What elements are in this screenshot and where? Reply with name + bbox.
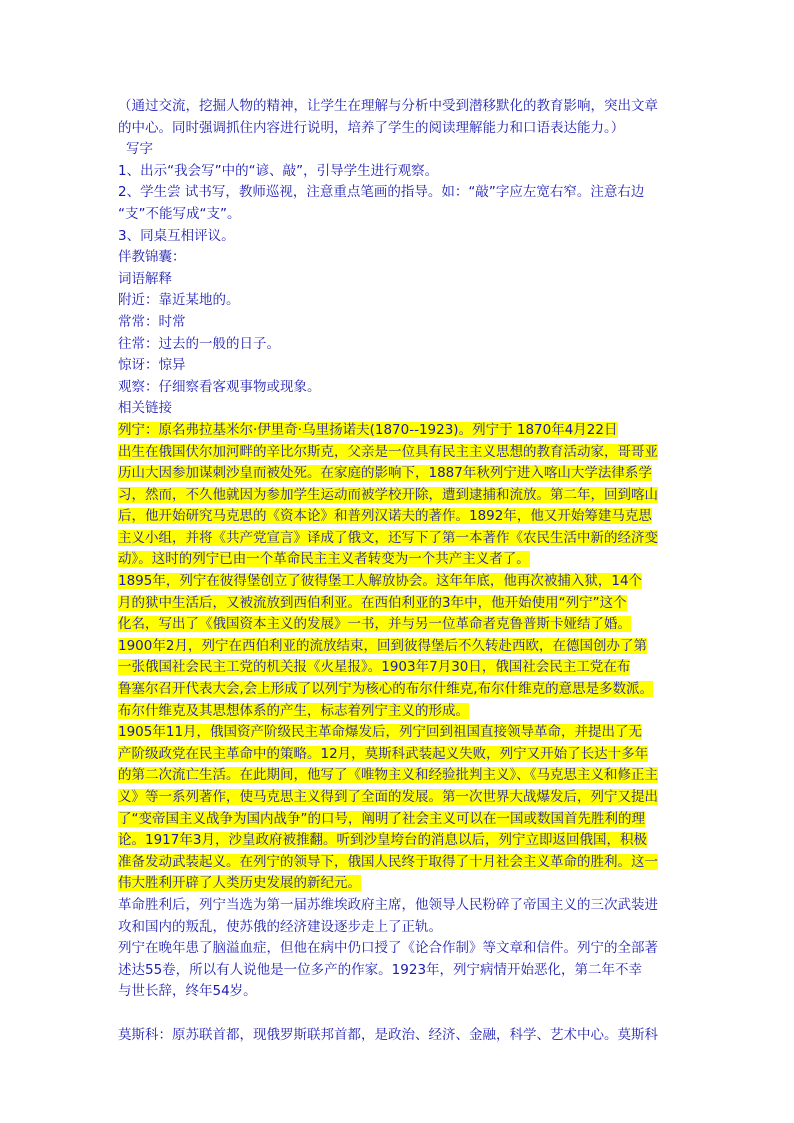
line-text: 月的狱中生活后，又被流放到西伯利亚。在西伯利亚的3年中，他开始使用“列宁”这个	[118, 594, 627, 611]
line-text: 一张俄国社会民主工党的机关报《火星报》。1903年7月30日，俄国社会民主工党在布	[118, 659, 631, 676]
line-text: 习，然而，不久他就因为参加学生运动而被学校开除，遭到逮捕和流放。第二年，回到喀山	[118, 486, 658, 503]
line-text: 的中心。同时强调抓住内容进行说明，培养了学生的阅读理解能力和口语表达能力。）	[118, 119, 625, 136]
line-text: 词语解释	[118, 270, 172, 287]
text-line	[118, 528, 678, 550]
line-text: （通过交流，挖掘人物的精神，让学生在理解与分析中受到潜移默化的教育影响，突出文章	[118, 98, 658, 114]
line-text: 后，他开始研究马克思的《资本论》和普列汉诺夫的著作。1892年，他又开始筹建马克思	[118, 508, 652, 525]
text-line	[118, 182, 678, 204]
text-line	[118, 226, 678, 248]
line-text: 论。1917年3月，沙皇政府被推翻。听到沙皇垮台的消息以后，列宁立即返回俄国，积极	[118, 832, 647, 849]
text-line	[118, 485, 678, 507]
text-line	[118, 852, 678, 874]
text-line	[118, 463, 678, 485]
text-line	[118, 312, 678, 334]
text-line	[118, 593, 678, 615]
line-text: 准备发动武装起义。在列宁的领导下，俄国人民终于取得了十月社会主义革命的胜利。这一	[118, 853, 658, 870]
line-text: 附近：靠近某地的。	[118, 292, 240, 309]
text-line	[118, 873, 678, 895]
text-line	[118, 744, 678, 766]
text-line	[118, 247, 678, 269]
text-line	[118, 377, 678, 399]
text-line	[118, 139, 678, 161]
line-text: 攻和国内的叛乱，使苏俄的经济建设逐步走上了正轨。	[118, 918, 442, 935]
text-line	[118, 549, 678, 571]
line-text: 惊讶：惊异	[118, 357, 186, 374]
line-text: 革命胜利后，列宁当选为第一届苏维埃政府主席，他领导人民粉碎了帝国主义的三次武装进	[118, 896, 658, 913]
text-line	[118, 895, 678, 917]
text-line	[118, 981, 678, 1003]
line-text: 伟大胜利开辟了人类历史发展的新纪元。	[118, 875, 361, 892]
line-text: 伴教锦囊：	[118, 249, 186, 266]
text-line	[118, 290, 678, 312]
line-text: 常常：时常	[118, 313, 186, 330]
text-line	[118, 809, 678, 831]
text-line	[118, 334, 678, 356]
text-line	[118, 118, 678, 140]
line-text: 1900年2月，列宁在西伯利亚的流放结束，回到彼得堡后不久转赴西欧，在德国创办了第	[118, 637, 647, 654]
blank-line	[118, 1003, 678, 1025]
line-text: 3、同桌互相评议。	[118, 227, 235, 244]
text-line	[118, 1025, 678, 1047]
line-text: 往常：过去的一般的日子。	[118, 335, 280, 352]
line-text: 1905年11月，俄国资产阶级民主革命爆发后，列宁回到祖国直接领导革命，并提出了无	[118, 724, 643, 741]
line-text: 莫斯科：原苏联首都，现俄罗斯联邦首都，是政治、经济、金融，科学、艺术中心。莫斯科	[118, 1026, 658, 1043]
document-body	[118, 96, 678, 1046]
line-text: 1、出示“我会写”中的“谚、敲”，引导学生进行观察。	[118, 162, 439, 179]
line-text: 观察：仔细察看客观事物或现象。	[118, 378, 321, 395]
text-line	[118, 269, 678, 291]
line-text: 列宁：原名弗拉基米尔·伊里奇·乌里扬诺夫(1870--1923)。列宁于 1870年4月22日	[118, 421, 618, 438]
text-line	[118, 161, 678, 183]
text-line	[118, 420, 678, 442]
text-line	[118, 398, 678, 420]
line-text: 化名，写出了《俄国资本主义的发展》一书，并与另一位革命者克鲁普斯卡娅结了婚。	[118, 616, 631, 633]
text-line	[118, 722, 678, 744]
line-text: 列宁在晚年患了脑溢血症，但他在病中仍口授了《论合作制》等文章和信件。列宁的全部著	[118, 940, 658, 957]
line-text: 与世长辞，终年54岁。	[118, 983, 257, 1000]
line-text: 2、学生尝 试书写，教师巡视，注意重点笔画的指导。如：“敲”字应左宽右窄。注意右边	[118, 184, 645, 201]
line-text: 鲁塞尔召开代表大会,会上形成了以列宁为核心的布尔什维克,布尔什维克的意思是多数派。	[118, 681, 654, 698]
line-text: 写字	[126, 141, 153, 158]
text-line	[118, 506, 678, 528]
text-line	[118, 917, 678, 939]
line-text: 出生在俄国伏尔加河畔的辛比尔斯克，父亲是一位具有民主主义思想的教育活动家，哥哥亚	[118, 443, 658, 460]
text-line	[118, 636, 678, 658]
line-text: 布尔什维克及其思想体系的产生，标志着列宁主义的形成。	[118, 702, 469, 719]
text-line	[118, 960, 678, 982]
text-line	[118, 96, 678, 118]
text-line	[118, 787, 678, 809]
line-text: 述达55卷，所以有人说他是一位多产的作家。1923年，列宁病情开始恶化，第二年不幸	[118, 961, 643, 978]
line-text: 1895年，列宁在彼得堡创立了彼得堡工人解放协会。这年年底，他再次被捕入狱，14个	[118, 573, 643, 590]
text-line	[118, 355, 678, 377]
line-text: 相关链接	[118, 400, 172, 417]
text-line	[118, 830, 678, 852]
line-text: 产阶级政党在民主革命中的策略。12月，莫斯科武装起义失败，列宁又开始了长达十多年	[118, 745, 649, 762]
line-text: 了“变帝国主义战争为国内战争”的口号，阐明了社会主义可以在一国或数国首先胜利的理	[118, 810, 645, 827]
text-line	[118, 701, 678, 723]
line-text: 动》。这时的列宁已由一个革命民主主义者转变为一个共产主义者了。	[118, 551, 530, 568]
line-text: 历山大因参加谋刺沙皇而被处死。在家庭的影响下，1887年秋列宁进入喀山大学法律系学	[118, 465, 652, 482]
line-text: 的第二次流亡生活。在此期间，他写了《唯物主义和经验批判主义》、《马克思主义和修正主	[118, 767, 658, 784]
text-line	[118, 679, 678, 701]
line-text: 主义小组，并将《共产党宣言》译成了俄文，还写下了第一本著作《农民生活中新的经济变	[118, 529, 658, 546]
text-line	[118, 765, 678, 787]
text-line	[118, 442, 678, 464]
line-text: “支”不能写成“支”。	[118, 205, 241, 222]
text-line	[118, 657, 678, 679]
text-line	[118, 204, 678, 226]
text-line	[118, 571, 678, 593]
line-text: 义》等一系列著作，使马克思主义得到了全面的发展。第一次世界大战爆发后，列宁又提出	[118, 789, 658, 805]
text-line	[118, 614, 678, 636]
text-line	[118, 938, 678, 960]
